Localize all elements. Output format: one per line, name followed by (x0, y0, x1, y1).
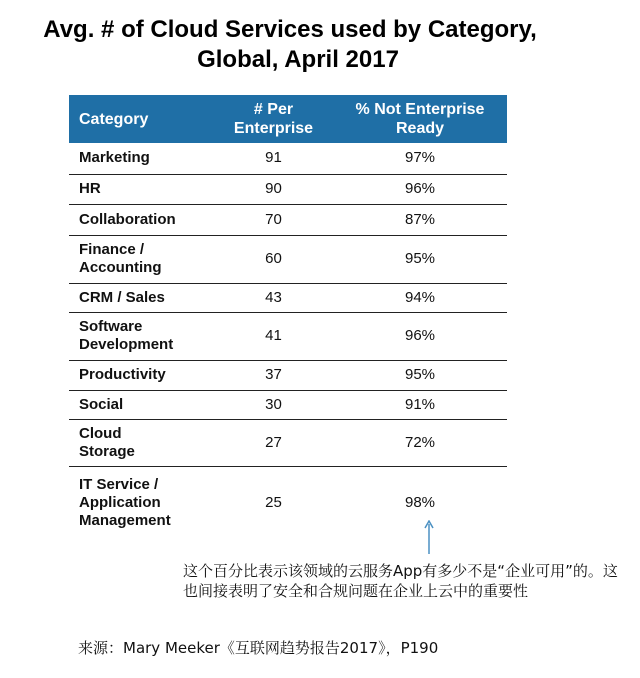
cell-per-enterprise: 70 (214, 204, 333, 235)
column-header-category: Category (69, 95, 214, 143)
cell-category: HR (69, 174, 214, 204)
cell-not-enterprise-ready: 91% (333, 390, 507, 419)
cell-per-enterprise: 60 (214, 235, 333, 283)
cell-not-enterprise-ready: 96% (333, 174, 507, 204)
cell-not-enterprise-ready: 95% (333, 235, 507, 283)
chart-title-line-1: Avg. # of Cloud Services used by Category, (43, 16, 537, 43)
cell-category: Collaboration (69, 204, 214, 235)
cell-per-enterprise: 43 (214, 283, 333, 312)
cell-not-enterprise-ready: 94% (333, 283, 507, 312)
chart-title-line-2: Global, April 2017 (197, 46, 399, 73)
cell-category: Productivity (69, 360, 214, 390)
table-row (69, 312, 507, 360)
cell-category: IT Service / Application Management (79, 476, 171, 530)
cell-category: Cloud Storage (69, 419, 214, 466)
cell-per-enterprise: 27 (214, 419, 333, 466)
cell-per-enterprise: 41 (214, 312, 333, 360)
cell-not-enterprise-ready: 72% (333, 419, 507, 466)
cell-not-enterprise-ready: 98% (404, 494, 436, 512)
column-header-not-enterprise-ready: % Not Enterprise Ready (333, 95, 507, 143)
table-row (69, 360, 507, 390)
cell-category: Social (69, 390, 214, 419)
cell-per-enterprise: 25 (265, 494, 282, 512)
cell-not-enterprise-ready: 96% (333, 312, 507, 360)
table-body (69, 143, 507, 540)
cloud-services-table (69, 95, 507, 540)
cell-category: Software Development (69, 312, 214, 360)
table-row (69, 235, 507, 283)
cell-per-enterprise: 90 (214, 174, 333, 204)
table-row (69, 419, 507, 466)
table-row (69, 204, 507, 235)
cell-per-enterprise: 37 (214, 360, 333, 390)
cell-category: CRM / Sales (69, 283, 214, 312)
cell-not-enterprise-ready: 87% (333, 204, 507, 235)
source-citation: 来源：Mary Meeker《互联网趋势报告2017》，P190 (78, 639, 439, 657)
cell-per-enterprise: 30 (214, 390, 333, 419)
table-header-row (69, 95, 507, 143)
column-header-per-enterprise: # Per Enterprise (214, 95, 333, 143)
table-row (69, 283, 507, 312)
table-row (69, 466, 507, 540)
table-row (69, 174, 507, 204)
cell-category: Marketing (69, 143, 214, 174)
table-row (69, 143, 507, 174)
annotation-note: 这个百分比表示该领域的云服务App有多少不是“企业可用”的。这也间接表明了安全和合规问题在企业上云中的重要性 (183, 562, 618, 600)
cell-category: Finance / Accounting (69, 235, 214, 283)
arrow-up-icon (424, 520, 434, 554)
cell-not-enterprise-ready: 95% (333, 360, 507, 390)
cell-per-enterprise: 91 (214, 143, 333, 174)
cell-not-enterprise-ready: 97% (333, 143, 507, 174)
table-row (69, 390, 507, 419)
